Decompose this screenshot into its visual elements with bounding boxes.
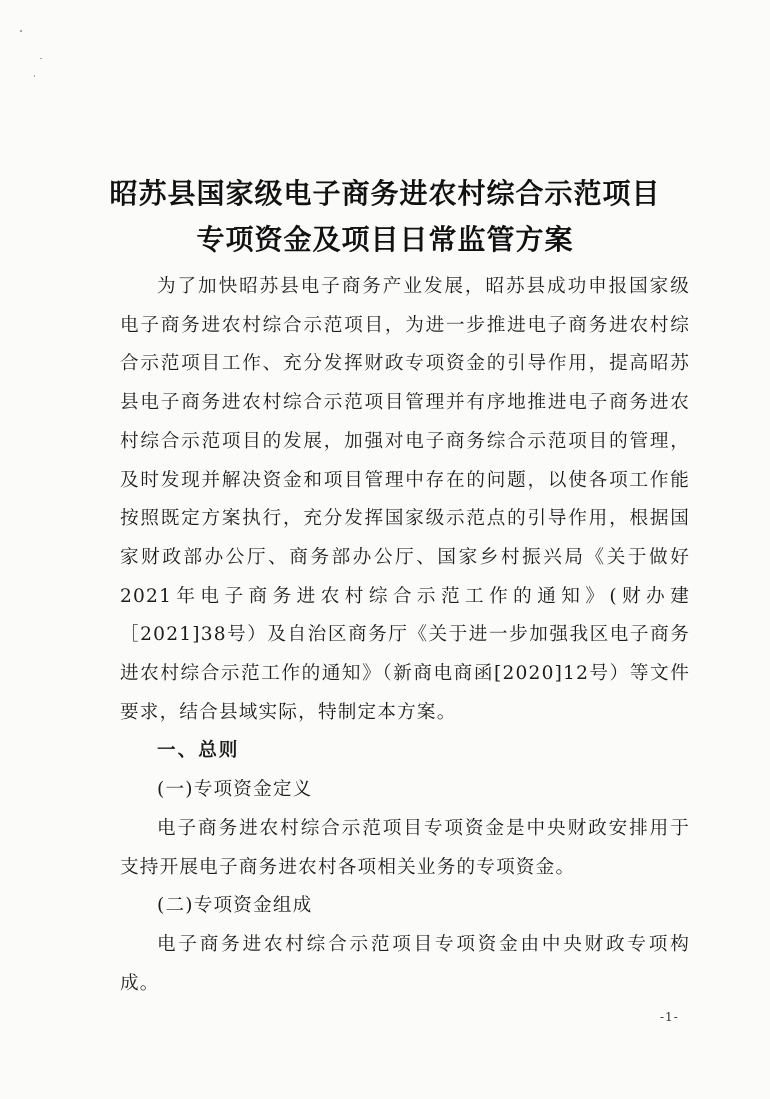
- document-title-line2: 专项资金及项目日常监管方案: [196, 223, 574, 256]
- document-title-line1: 昭苏县国家级电子商务进农村综合示范项目: [109, 177, 661, 210]
- intro-paragraph: 为了加快昭苏县电子商务产业发展，昭苏县成功申报国家级电子商务进农村综合示范项目，为进一步推进电子商务进农村综合示范项目工作、充分发挥财政专项资金的引导作用，提高昭苏县电子商务进农村综合示范项目管理并有序地推进电子商务进农村综合示范项目的发展，加强对电子商务综合示范项目的管理，及时发现并解决资金和项目管理中存在的问题，以使各项工作能按照既定方案执行，充分发挥国家级示范点的引导作用，根据国家财政部办公厅、商务部办公厅、国家乡村振兴局《关于做好2021年电子商务进农村综合示范工作的通知》(财办建［2021]38号）及自治区商务厅《关于进一步加强我区电子商务进农村综合示范工作的通知》（新商电商函[2020]12号）等文件要求，结合县域实际，特制定本方案。: [120, 276, 690, 723]
- scan-speck: [20, 30, 22, 32]
- scan-speck: [34, 75, 35, 77]
- section-heading: 一、总则: [157, 740, 240, 762]
- page-number: -1-: [660, 1010, 679, 1024]
- subsection-heading: (一)专项资金定义: [157, 779, 313, 801]
- scan-speck: [40, 58, 42, 59]
- subsection-heading: (二)专项资金组成: [157, 895, 313, 917]
- subsection-paragraph: 电子商务进农村综合示范项目专项资金是中央财政安排用于支持开展电子商务进农村各项相关业务的专项资金。: [120, 817, 690, 878]
- document-body: [120, 268, 690, 1003]
- subsection-paragraph: 电子商务进农村综合示范项目专项资金由中央财政专项构成。: [120, 933, 690, 994]
